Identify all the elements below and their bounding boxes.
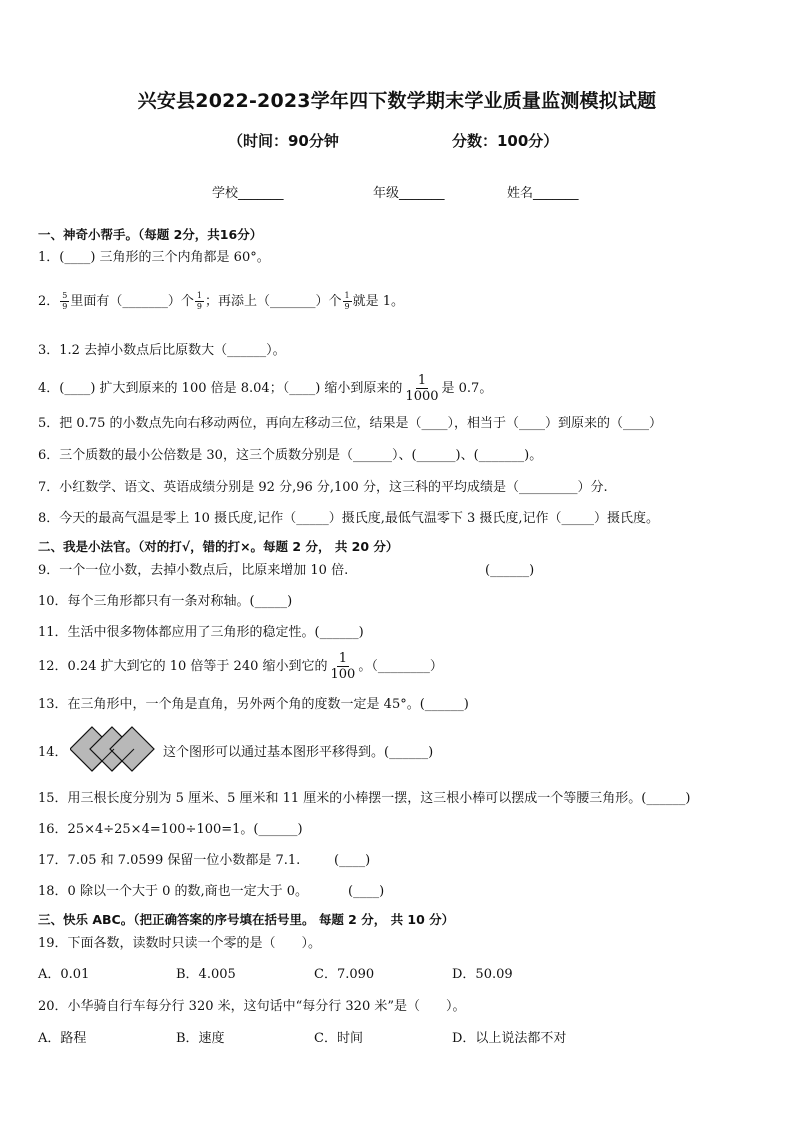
question-18: 18．0 除以一个大于 0 的数,商也一定大于 0。 bbox=[38, 884, 309, 899]
question-17: 17．7.05 和 7.0599 保留一位小数都是 7.1. bbox=[38, 853, 301, 868]
fraction-1-100: $\frac{1}{100}$ bbox=[330, 651, 356, 682]
question-20-option-c: C．时间 bbox=[314, 1031, 363, 1046]
diamond-figure bbox=[70, 725, 164, 777]
question-18-answer: (____) bbox=[348, 884, 385, 899]
name-field: 姓名_______ bbox=[507, 186, 579, 201]
question-20-option-b: B．速度 bbox=[176, 1031, 225, 1046]
question-19: 19．下面各数，读数时只读一个零的是（ ）。 bbox=[38, 936, 322, 951]
page-title: 兴安县2022-2023学年四下数学期末学业质量监测模拟试题 bbox=[137, 90, 657, 112]
fraction-1-1000: $\frac{1}{1000}$ bbox=[405, 373, 439, 404]
question-20-option-a: A．路程 bbox=[38, 1031, 87, 1046]
exam-time: （时间：90分钟 bbox=[228, 132, 339, 150]
question-14-number: 14． bbox=[38, 745, 68, 760]
question-19-option-d: D．50.09 bbox=[452, 967, 513, 982]
question-6: 6．三个质数的最小公倍数是 30，这三个质数分别是（______）、(______)、(_______)。 bbox=[38, 448, 543, 463]
question-19-option-c: C．7.090 bbox=[314, 967, 375, 982]
question-8: 8．今天的最高气温是零上 10 摄氏度,记作（_____）摄氏度,最低气温零下 3 摄氏度,记作（_____）摄氏度。 bbox=[38, 511, 660, 526]
question-2: 2． $\frac{5}{9}$ 里面有（_______）个 $\frac{1}{9}$ ；再添上（_______）个 $\frac{1}{9}$ 就是 1。 bbox=[38, 291, 404, 311]
question-14: 这个图形可以通过基本图形平移得到。(______) bbox=[163, 745, 434, 760]
question-5: 5．把 0.75 的小数点先向右移动两位，再向左移动三位，结果是（____），相当于（____）到原来的（____） bbox=[38, 416, 662, 431]
fraction-1-9-b: $\frac{1}{9}$ bbox=[344, 291, 350, 311]
fraction-5-9: $\frac{5}{9}$ bbox=[62, 291, 68, 311]
question-1: 1．(____) 三角形的三个内角都是 60°。 bbox=[38, 250, 270, 265]
section-3-heading: 三、快乐 ABC。（把正确答案的序号填在括号里。 每题 2 分， 共 10 分） bbox=[38, 912, 455, 927]
section-2-heading: 二、我是小法官。（对的打√，错的打×。每题 2 分， 共 20 分） bbox=[38, 539, 399, 554]
question-20: 20．小华骑自行车每分行 320 米，这句话中“每分行 320 米”是（ ）。 bbox=[38, 999, 466, 1014]
question-9: 9．一个一位小数，去掉小数点后，比原来增加 10 倍. bbox=[38, 563, 349, 578]
question-17-answer: (____) bbox=[334, 853, 371, 868]
grade-field: 年级_______ bbox=[373, 186, 445, 201]
question-4: 4．(____) 扩大到原来的 100 倍是 8.04；（____) 缩小到原来的 $\frac{1}{1000}$ 是 0.7。 bbox=[38, 373, 493, 404]
question-10: 10．每个三角形都只有一条对称轴。(_____) bbox=[38, 594, 293, 609]
question-19-option-b: B．4.005 bbox=[176, 967, 236, 982]
question-7: 7．小红数学、语文、英语成绩分别是 92 分,96 分,100 分，这三科的平均成绩是（_________）分. bbox=[38, 480, 608, 495]
question-13: 13．在三角形中，一个角是直角，另外两个角的度数一定是 45°。(______) bbox=[38, 697, 469, 712]
section-1-heading: 一、神奇小帮手。（每题 2分，共16分） bbox=[38, 227, 263, 242]
question-20-option-d: D．以上说法都不对 bbox=[452, 1031, 567, 1046]
fraction-1-9: $\frac{1}{9}$ bbox=[196, 291, 202, 311]
question-19-option-a: A．0.01 bbox=[38, 967, 90, 982]
question-15: 15．用三根长度分别为 5 厘米、5 厘米和 11 厘米的小棒摆一摆，这三根小棒可以摆成一个等腰三角形。(______) bbox=[38, 791, 691, 806]
question-9-answer: (______) bbox=[485, 563, 535, 578]
question-16: 16．25×4÷25×4=100÷100=1。(______) bbox=[38, 822, 303, 837]
question-2-number: 2． bbox=[38, 293, 60, 309]
exam-score: 分数：100分） bbox=[452, 132, 559, 150]
question-12: 12．0.24 扩大到它的 10 倍等于 240 缩小到它的 $\frac{1}{100}$ 。（________） bbox=[38, 651, 443, 682]
question-11: 11．生活中很多物体都应用了三角形的稳定性。(______) bbox=[38, 625, 364, 640]
question-3: 3．1.2 去掉小数点后比原数大（______）。 bbox=[38, 343, 286, 358]
school-field: 学校_______ bbox=[212, 186, 284, 201]
